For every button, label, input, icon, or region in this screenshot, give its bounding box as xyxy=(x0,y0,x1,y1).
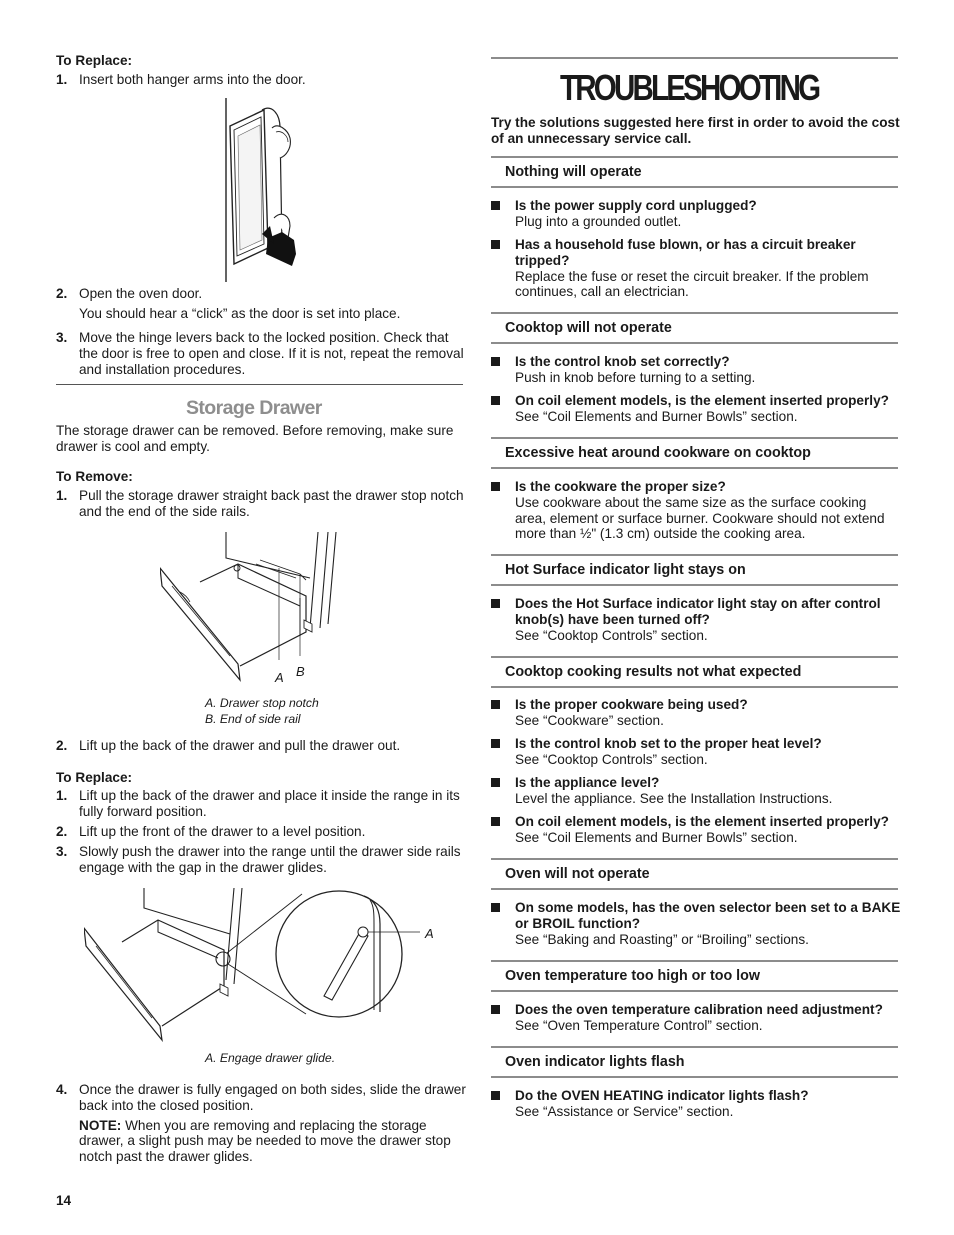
section-rule-bottom xyxy=(491,990,898,992)
title-rule xyxy=(491,57,898,59)
bullet-square-icon xyxy=(491,357,500,366)
section-rule-bottom xyxy=(491,888,898,890)
troubleshoot-item: On coil element models, is the element inserted properly? See “Coil Elements and Burner Bowls” section. xyxy=(491,393,901,425)
fig1-caption-a: A. Drawer stop notch xyxy=(205,696,319,710)
door-step-2: 2. Open the oven door. You should hear a “click” as the door is set into place. xyxy=(56,286,401,321)
fig1-label-a: A xyxy=(275,670,284,685)
bullet-square-icon xyxy=(491,240,500,249)
section-rule-bottom xyxy=(491,342,898,344)
section-heading-nothing-operates: Nothing will operate xyxy=(505,164,642,180)
bullet-square-icon xyxy=(491,778,500,787)
troubleshoot-item: On coil element models, is the element inserted properly? See “Coil Elements and Burner Bowls” section. xyxy=(491,814,901,846)
troubleshoot-item: Is the control knob set to the proper heat level? See “Cooktop Controls” section. xyxy=(491,736,901,768)
section-heading-excessive-heat: Excessive heat around cookware on cooktop xyxy=(505,445,811,461)
section-heading-oven-not-operate: Oven will not operate xyxy=(505,866,650,882)
section-rule-top xyxy=(491,1046,898,1048)
troubleshoot-item: Do the OVEN HEATING indicator lights flash? See “Assistance or Service” section. xyxy=(491,1088,901,1120)
drawer-removal-illustration xyxy=(160,528,360,688)
troubleshoot-item: Is the proper cookware being used? See “Cookware” section. xyxy=(491,697,901,729)
replace-step-2: 2. Lift up the front of the drawer to a level position. xyxy=(56,824,366,839)
troubleshoot-item: Is the power supply cord unplugged? Plug into a grounded outlet. xyxy=(491,198,901,230)
bullet-square-icon xyxy=(491,201,500,210)
bullet-square-icon xyxy=(491,396,500,405)
fig1-caption-b: B. End of side rail xyxy=(205,712,301,726)
section-rule-bottom xyxy=(491,1076,898,1078)
section-rule-top xyxy=(491,656,898,658)
replace-step-3: 3. Slowly push the drawer into the range until the drawer side rails engage with the gap in the drawer glides. xyxy=(56,844,461,875)
remove-step-1: 1. Pull the storage drawer straight back past the drawer stop notch and the end of the side rails. xyxy=(56,488,464,519)
troubleshoot-item: Has a household fuse blown, or has a circuit breaker tripped? Replace the fuse or reset the circuit breaker. If the problem continues, call an electrician. xyxy=(491,237,901,300)
fig1-label-b: B xyxy=(296,664,305,679)
troubleshoot-item: On some models, has the oven selector been set to a BAKE or BROIL function? See “Baking and Roasting” or “Broiling” sections. xyxy=(491,900,901,947)
section-heading-hot-surface: Hot Surface indicator light stays on xyxy=(505,562,746,578)
section-rule-bottom xyxy=(491,467,898,469)
troubleshoot-item: Does the Hot Surface indicator light stay on after control knob(s) have been turned off? See “Cooktop Controls” section. xyxy=(491,596,901,643)
section-rule-top xyxy=(491,156,898,158)
bullet-square-icon xyxy=(491,700,500,709)
remove-heading: To Remove: xyxy=(56,469,133,484)
troubleshoot-item: Is the appliance level? Level the appliance. See the Installation Instructions. xyxy=(491,775,901,807)
troubleshooting-intro: Try the solutions suggested here first in order to avoid the cost of an unnecessary service call. xyxy=(491,115,900,146)
section-rule-top xyxy=(491,960,898,962)
section-rule-top xyxy=(491,437,898,439)
storage-drawer-title: Storage Drawer xyxy=(186,397,322,419)
section-divider xyxy=(56,384,463,385)
storage-intro: The storage drawer can be removed. Before removing, make sure drawer is cool and empty. xyxy=(56,423,454,454)
door-step-3: 3. Move the hinge levers back to the locked position. Check that the door is free to open and close. If it is not, repeat the removal and installation procedures. xyxy=(56,330,464,377)
section-heading-cooking-results: Cooktop cooking results not what expected xyxy=(505,664,802,680)
replace-step-4: 4. Once the drawer is fully engaged on both sides, slide the drawer back into the closed position. NOTE: When you are removing and replacing the storage drawer, a slight push may be needed to move the drawer stop notch past the drawer glides. xyxy=(56,1082,466,1165)
drawer-glide-illustration xyxy=(84,884,444,1044)
door-replace-heading: To Replace: xyxy=(56,53,133,68)
bullet-square-icon xyxy=(491,903,500,912)
troubleshoot-item: Does the oven temperature calibration need adjustment? See “Oven Temperature Control” section. xyxy=(491,1002,901,1034)
replace-step-1: 1. Lift up the back of the drawer and place it inside the range in its fully forward position. xyxy=(56,788,460,819)
bullet-square-icon xyxy=(491,739,500,748)
section-heading-cooktop-not-operate: Cooktop will not operate xyxy=(505,320,672,336)
troubleshoot-item: Is the control knob set correctly? Push in knob before turning to a setting. xyxy=(491,354,901,386)
section-rule-top xyxy=(491,554,898,556)
bullet-square-icon xyxy=(491,1005,500,1014)
fig2-caption: A. Engage drawer glide. xyxy=(205,1051,336,1065)
section-rule-bottom xyxy=(491,186,898,188)
page-number: 14 xyxy=(56,1193,72,1208)
section-rule-bottom xyxy=(491,686,898,688)
bullet-square-icon xyxy=(491,482,500,491)
fig2-label-a: A xyxy=(425,926,434,941)
note: NOTE: When you are removing and replacing the storage drawer, a slight push may be needed to move the drawer stop notch past the drawer glides. xyxy=(79,1117,451,1165)
section-heading-indicator-lights: Oven indicator lights flash xyxy=(505,1054,685,1070)
section-heading-oven-temperature: Oven temperature too high or too low xyxy=(505,968,760,984)
section-rule-bottom xyxy=(491,584,898,586)
bullet-square-icon xyxy=(491,599,500,608)
troubleshooting-title: TROUBLESHOOTING xyxy=(560,67,819,108)
bullet-square-icon xyxy=(491,817,500,826)
remove-step-2: 2. Lift up the back of the drawer and pull the drawer out. xyxy=(56,738,401,753)
bullet-square-icon xyxy=(491,1091,500,1100)
section-rule-top xyxy=(491,858,898,860)
door-hanger-illustration xyxy=(218,98,300,282)
troubleshoot-item: Is the cookware the proper size? Use cookware about the same size as the surface cooking area, element or surface burner. Cookware should not extend more than ½" (1.3 cm) outside the cooking area. xyxy=(491,479,901,542)
drawer-replace-heading: To Replace: xyxy=(56,770,133,785)
door-step-1: 1. Insert both hanger arms into the door. xyxy=(56,72,306,87)
section-rule-top xyxy=(491,312,898,314)
